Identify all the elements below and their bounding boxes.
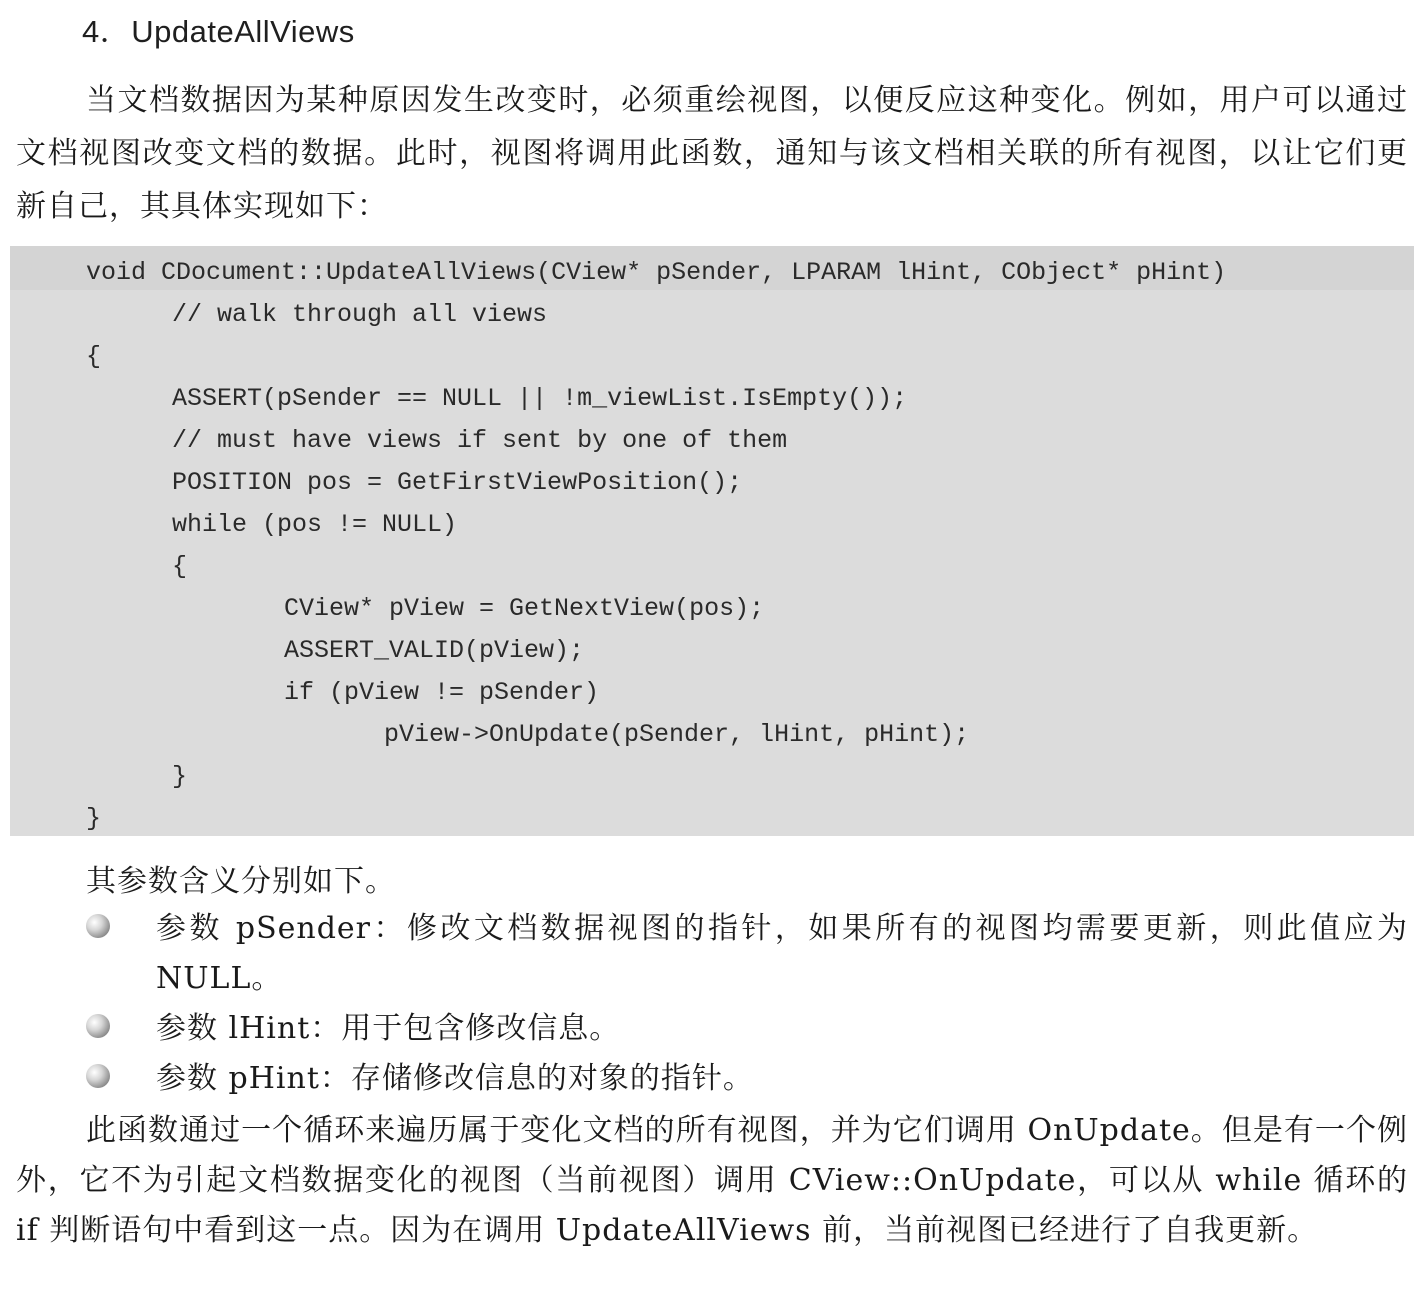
code-line: }	[86, 804, 102, 833]
code-line: // must have views if sent by one of them	[172, 426, 788, 455]
code-line: CView* pView = GetNextView(pos);	[284, 594, 765, 623]
code-line: // walk through all views	[172, 300, 548, 329]
code-listing	[10, 246, 1414, 836]
code-line: {	[86, 342, 102, 371]
list-item	[86, 1054, 1416, 1104]
param-psender: 参数 pSender：修改文档数据视图的指针，如果所有的视图均需要更新，则此值应为 NULL。	[156, 911, 1408, 996]
code-line: pView->OnUpdate(pSender, lHint, pHint);	[384, 720, 970, 749]
bullet-icon	[86, 1014, 110, 1038]
section-heading: 4．UpdateAllViews	[82, 14, 355, 49]
params-intro: 其参数含义分别如下。	[86, 864, 396, 899]
code-line: if (pView != pSender)	[284, 678, 600, 707]
bullet-icon	[86, 1064, 110, 1088]
code-line: }	[172, 762, 188, 791]
code-line: POSITION pos = GetFirstViewPosition();	[172, 468, 743, 497]
list-item	[86, 904, 1416, 1004]
intro-paragraph: 当文档数据因为某种原因发生改变时，必须重绘视图，以便反应这种变化。例如，用户可以通过文档视图改变文档的数据。此时，视图将调用此函数，通知与该文档相关联的所有视图，以让它们更新自己，其具体实现如下：	[16, 83, 1408, 224]
bullet-icon	[86, 914, 110, 938]
code-line: void CDocument::UpdateAllViews(CView* pSender, LPARAM lHint, CObject* pHint)	[86, 258, 1227, 287]
list-item	[86, 1004, 1416, 1054]
param-lhint: 参数 lHint：用于包含修改信息。	[156, 1011, 621, 1046]
code-line: {	[172, 552, 188, 581]
code-line: ASSERT_VALID(pView);	[284, 636, 585, 665]
explanation-paragraph: 此函数通过一个循环来遍历属于变化文档的所有视图，并为它们调用 OnUpdate。但是有一个例外，它不为引起文档数据变化的视图（当前视图）调用 CView::OnUpdate，可以从 while 循环的 if 判断语句中看到这一点。因为在调用 UpdateAllViews 前，当前视图已经进行了自我更新。	[16, 1113, 1408, 1248]
code-block	[10, 246, 1414, 836]
param-phint: 参数 pHint：存储修改信息的对象的指针。	[156, 1061, 754, 1096]
code-line: while (pos != NULL)	[172, 510, 458, 539]
code-line: ASSERT(pSender == NULL || !m_viewList.IsEmpty());	[172, 384, 908, 413]
